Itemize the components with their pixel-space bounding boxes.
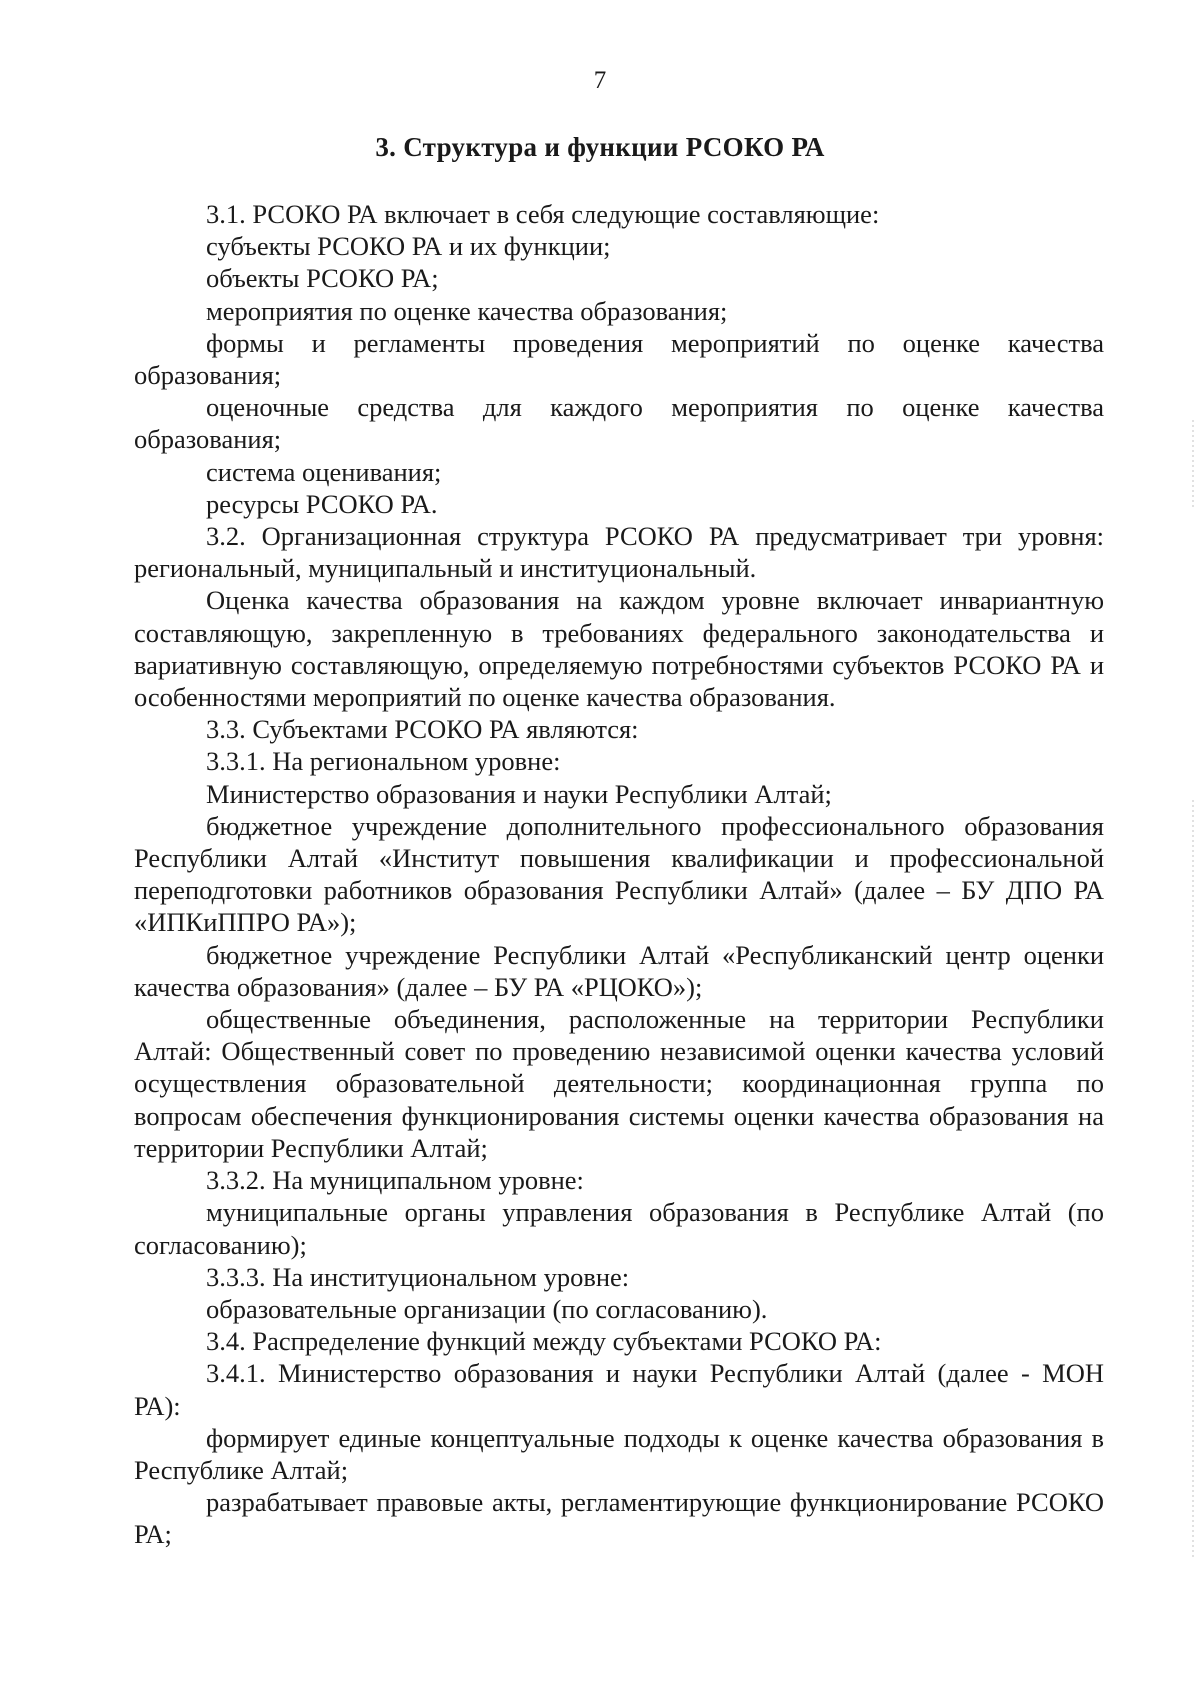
paragraph: бюджетное учреждение Республики Алтай «Республиканский центр оценки качества образования» (далее – БУ РА «РЦОКО»); xyxy=(134,939,1104,1002)
paragraph: 3.3.2. На муниципальном уровне: xyxy=(206,1165,584,1196)
paragraph: образовательные организации (по согласованию). xyxy=(206,1293,768,1324)
paragraph: формирует единые концептуальные подходы к оценке качества образования в Республике Алтай; xyxy=(134,1422,1104,1485)
paragraph: общественные объединения, расположенные на территории Республики Алтай: Общественный совет по проведению независимой оценки качества условий осуществления образовательной деятельности; координационная группа по вопросам обеспечения функционирования системы оценки качества образования на территории Республики Алтай; xyxy=(134,1004,1104,1163)
paragraph: Оценка качества образования на каждом уровне включает инвариантную составляющую, закрепленную в требованиях федерального законодательства и вариативную составляющую, определяемую потребностями субъектов РСОКО РА и особенностями мероприятий по оценке качества образования. xyxy=(134,585,1104,713)
section-title: 3. Структура и функции РСОКО РА xyxy=(375,132,825,162)
document-body xyxy=(134,198,1104,1551)
paragraph: бюджетное учреждение дополнительного профессионального образования Республики Алтай «Институт повышения квалификации и профессиональной переподготовки работников образования Республики Алтай» (далее – БУ ДПО РА «ИПКиППРО РА»); xyxy=(134,810,1104,938)
paragraph: 3.3.1. На региональном уровне: xyxy=(206,746,561,777)
scan-artifact xyxy=(1192,420,1194,510)
paragraph: 3.4.1. Министерство образования и науки Республики Алтай (далее - МОН РА): xyxy=(134,1358,1104,1421)
paragraph: оценочные средства для каждого мероприятия по оценке качества образования; xyxy=(134,392,1104,455)
paragraph: субъекты РСОКО РА и их функции; xyxy=(206,231,611,262)
paragraph: 3.1. РСОКО РА включает в себя следующие составляющие: xyxy=(206,199,880,229)
paragraph: муниципальные органы управления образования в Республике Алтай (по согласованию); xyxy=(134,1197,1104,1260)
paragraph: 3.2. Организационная структура РСОКО РА предусматривает три уровня: региональный, муниципальный и институциональный. xyxy=(134,521,1104,584)
paragraph: ресурсы РСОКО РА. xyxy=(206,488,438,519)
paragraph: разрабатывает правовые акты, регламентирующие функционирование РСОКО РА; xyxy=(134,1487,1104,1550)
paragraph: формы и регламенты проведения мероприятий по оценке качества образования; xyxy=(134,327,1104,391)
paragraph: 3.3. Субъектами РСОКО РА являются: xyxy=(206,714,639,745)
paragraph: 3.4. Распределение функций между субъектами РСОКО РА: xyxy=(206,1326,882,1357)
paragraph: 3.3.3. На институциональном уровне: xyxy=(206,1261,630,1292)
paragraph: система оценивания; xyxy=(206,456,442,487)
scan-artifact xyxy=(1192,800,1194,1560)
paragraph: мероприятия по оценке качества образования; xyxy=(206,295,728,326)
paragraph: Министерство образования и науки Республики Алтай; xyxy=(206,778,832,809)
paragraph: объекты РСОКО РА; xyxy=(206,263,439,294)
page-number: 7 xyxy=(593,67,607,94)
